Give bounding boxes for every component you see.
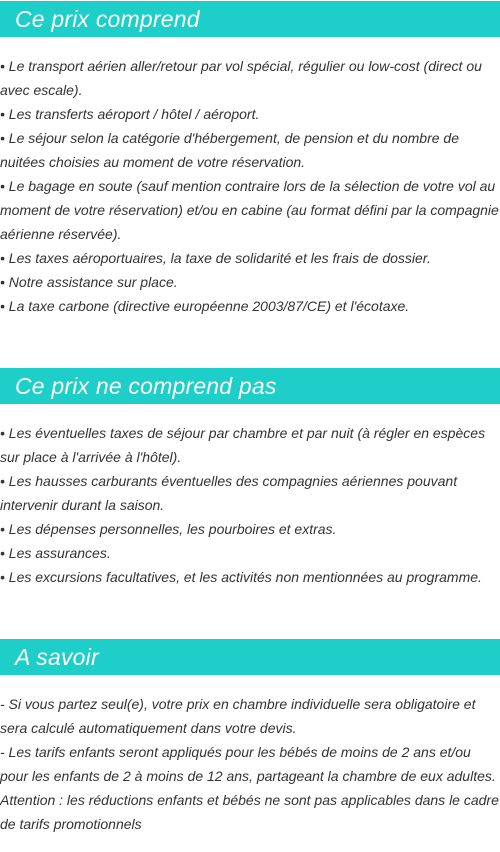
section-title: Ce prix comprend bbox=[15, 5, 200, 32]
list-item: - Si vous partez seul(e), votre prix en chambre individuelle sera obligatoire et sera calculé automatiquement dans votre devis. bbox=[0, 696, 476, 736]
section-header-price-includes bbox=[0, 1, 500, 37]
list-item: • Les excursions facultatives, et les activités non mentionnées au programme. bbox=[0, 569, 482, 585]
list-item: • La taxe carbone (directive européenne 2003/87/CE) et l'écotaxe. bbox=[0, 298, 410, 314]
section-title: Ce prix ne comprend pas bbox=[15, 372, 277, 399]
list-item: • Les hausses carburants éventuelles des compagnies aériennes pouvant intervenir durant la saison. bbox=[0, 473, 458, 513]
list-item: • Les dépenses personnelles, les pourboires et extras. bbox=[0, 521, 337, 537]
section-body-price-excludes bbox=[0, 421, 500, 589]
list-item: - Les tarifs enfants seront appliqués pour les bébés de moins de 2 ans et/ou pour les enfants de 2 à moins de 12 ans, partageant la chambre de eux adultes. bbox=[0, 744, 496, 784]
list-item: • Le bagage en soute (sauf mention contraire lors de la sélection de votre vol au moment de votre réservation) et/ou en cabine (au format défini par la compagnie aérienne réservée). bbox=[0, 178, 499, 242]
list-item: • Le séjour selon la catégorie d'hébergement, de pension et du nombre de nuitées choisies au moment de votre réservation. bbox=[0, 130, 459, 170]
list-item: • Les éventuelles taxes de séjour par chambre et par nuit (à régler en espèces sur place à l'arrivée à l'hôtel). bbox=[0, 425, 486, 465]
list-item: Attention : les réductions enfants et bébés ne sont pas applicables dans le cadre de tarifs promotionnels bbox=[0, 792, 499, 832]
section-body-price-includes bbox=[0, 54, 500, 318]
section-header-good-to-know bbox=[0, 639, 500, 675]
list-item: • Les taxes aéroportuaires, la taxe de solidarité et les frais de dossier. bbox=[0, 250, 431, 266]
list-item: • Notre assistance sur place. bbox=[0, 274, 178, 290]
section-title: A savoir bbox=[15, 643, 99, 670]
section-body-good-to-know bbox=[0, 692, 500, 836]
list-item: • Les assurances. bbox=[0, 545, 111, 561]
list-item: • Les transferts aéroport / hôtel / aéroport. bbox=[0, 106, 260, 122]
list-item: • Le transport aérien aller/retour par vol spécial, régulier ou low-cost (direct ou avec escale). bbox=[0, 58, 482, 98]
section-header-price-excludes bbox=[0, 368, 500, 404]
